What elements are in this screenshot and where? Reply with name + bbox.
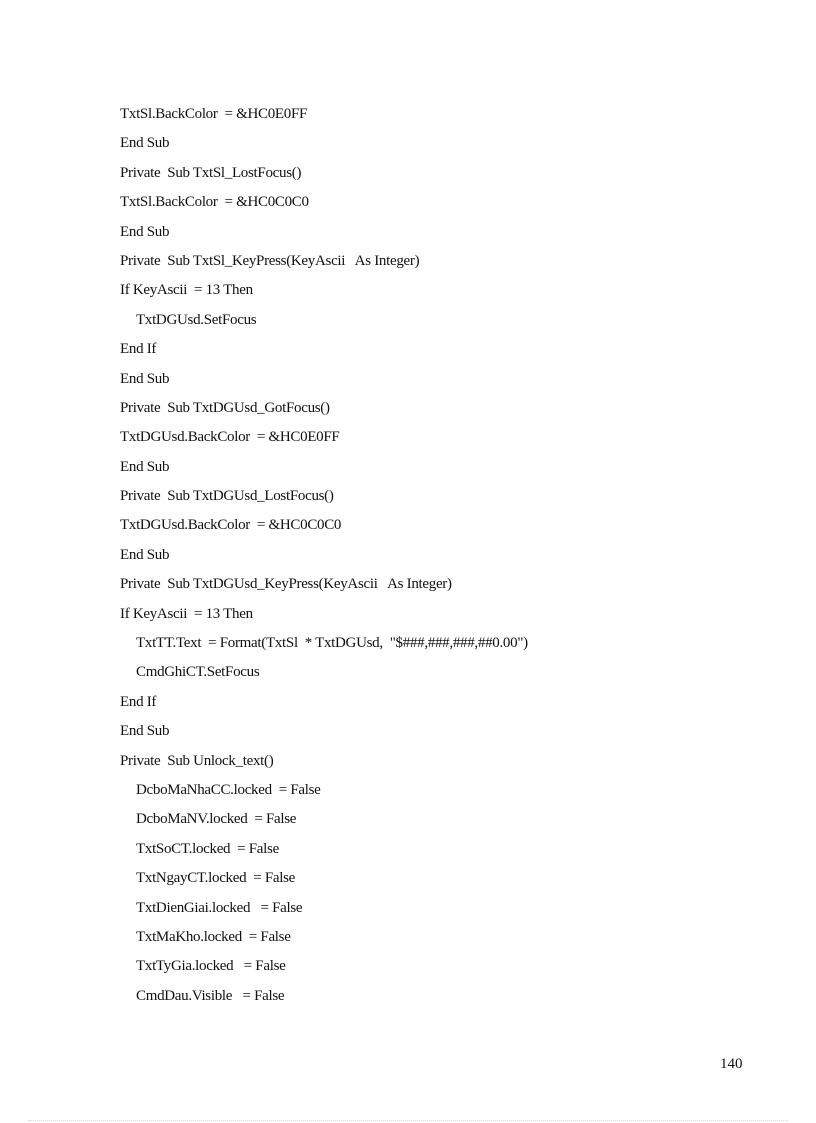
code-line: Private Sub TxtDGUsd_LostFocus() (120, 488, 334, 505)
code-line: End Sub (120, 223, 170, 240)
code-line: CmdGhiCT.SetFocus (136, 664, 260, 681)
code-line: TxtDGUsd.BackColor = &HC0C0C0 (120, 517, 342, 534)
code-line: TxtSl.BackColor = &HC0C0C0 (120, 194, 309, 211)
code-line: TxtSl.BackColor = &HC0E0FF (120, 106, 308, 122)
code-listing (120, 102, 760, 1013)
code-line: TxtSoCT.locked = False (136, 840, 279, 857)
page-bottom-divider (28, 1120, 788, 1121)
code-line: End If (120, 693, 157, 710)
code-line: If KeyAscii = 13 Then (120, 282, 253, 299)
code-line: End If (120, 341, 157, 358)
code-line: End Sub (120, 546, 170, 563)
code-line: DcboMaNV.locked = False (136, 811, 297, 828)
code-line: TxtTT.Text = Format(TxtSl * TxtDGUsd, "$###,###,###,##0.00") (136, 635, 528, 652)
code-line: TxtNgayCT.locked = False (136, 870, 295, 887)
code-line: If KeyAscii = 13 Then (120, 605, 253, 622)
code-line: End Sub (120, 135, 170, 152)
code-line: DcboMaNhaCC.locked = False (136, 781, 321, 798)
code-line: Private Sub TxtDGUsd_KeyPress(KeyAscii As Integer) (120, 576, 452, 593)
code-line: TxtDGUsd.BackColor = &HC0E0FF (120, 429, 340, 446)
code-line: Private Sub TxtSl_KeyPress(KeyAscii As Integer) (120, 252, 420, 269)
code-line: End Sub (120, 370, 170, 387)
code-line: Private Sub TxtDGUsd_GotFocus() (120, 399, 330, 416)
code-line: Private Sub Unlock_text() (120, 752, 274, 769)
code-line: CmdDau.Visible = False (136, 987, 285, 1004)
page-number: 140 (720, 1056, 743, 1072)
code-line: End Sub (120, 458, 170, 475)
code-line: TxtDienGiai.locked = False (136, 899, 303, 916)
code-line: Private Sub TxtSl_LostFocus() (120, 164, 302, 181)
code-line: TxtDGUsd.SetFocus (136, 311, 257, 328)
code-line: TxtTyGia.locked = False (136, 958, 286, 975)
code-line: TxtMaKho.locked = False (136, 928, 291, 945)
code-line: End Sub (120, 723, 170, 740)
